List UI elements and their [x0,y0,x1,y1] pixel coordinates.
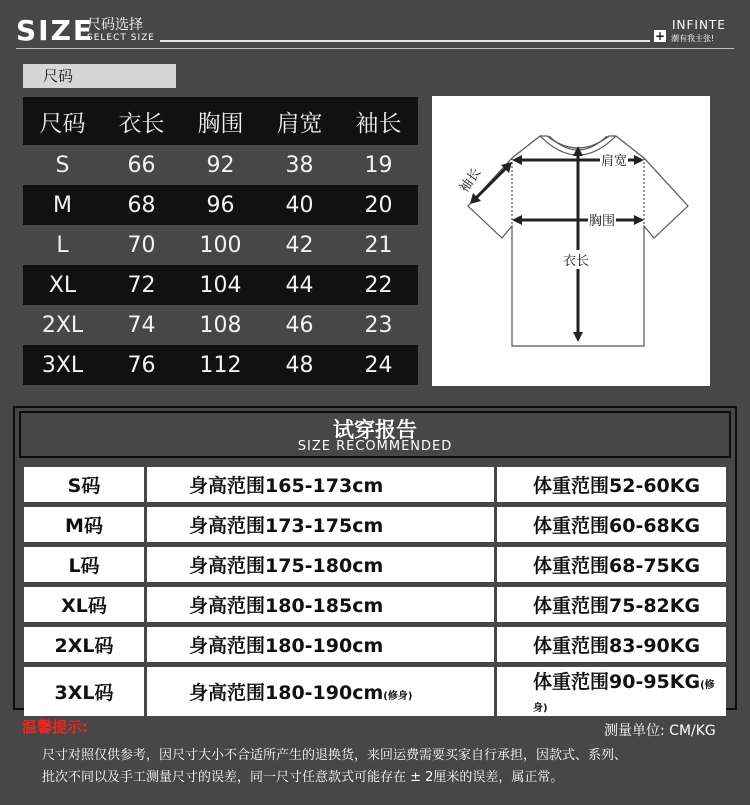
table-cell: 46 [285,312,314,338]
height-range: 身高范围180-190cm [189,635,384,657]
table-cell: L [56,232,69,258]
header-cell: 袖长 [339,97,418,145]
table-row [24,627,726,662]
plus-icon: + [654,29,666,43]
table-row [23,305,418,345]
table-cell: 22 [339,265,418,305]
header-divider-bottom [16,48,734,49]
recommend-title: 试穿报告 [333,418,417,442]
size-table [23,97,418,385]
page-title: SIZE [16,14,95,47]
table-cell: 74 [127,312,156,338]
table-cell: 19 [364,152,393,178]
table-cell: 92 [206,152,235,178]
height-cell [147,667,497,716]
table-row [23,345,418,385]
height-range: 身高范围165-173cm [189,475,384,497]
table-cell: 44 [260,265,339,305]
weight-range: 体重范围68-75KG [533,555,701,577]
table-cell: 40 [260,185,339,225]
table-row [23,225,418,265]
page-title-cn: 尺码选择 [87,17,143,33]
weight-range: 体重范围83-90KG [533,635,701,657]
table-cell: 3XL [23,345,102,385]
sleeve-label: 袖长 [457,165,485,196]
tshirt-diagram [432,96,710,386]
weight-cell [497,587,726,622]
weight-cell [497,667,726,716]
size-cell: M码 [24,507,147,542]
weight-cell [497,467,726,502]
chest-label: 胸围 [588,210,616,229]
height-cell [147,547,497,582]
size-cell: 3XL码 [24,667,147,716]
table-row [24,507,726,542]
header-divider [160,40,650,42]
table-cell: S [55,152,70,178]
table-row [23,145,418,185]
size-cell: L码 [24,547,147,582]
fit-note: (修身) [383,691,413,702]
table-cell: 96 [181,185,260,225]
table-cell: 108 [199,312,242,338]
header-cell: 尺码 [23,97,102,145]
warning-label: 温馨提示: [22,718,88,736]
height-cell [147,627,497,662]
brand-slogan: 潮有我主张! [671,34,715,43]
height-range: 身高范围175-180cm [189,555,384,577]
table-cell: 66 [127,152,156,178]
height-cell [147,587,497,622]
size-table-header [23,97,418,145]
page-title-en: SELECT SIZE [87,33,155,43]
header-cell: 肩宽 [260,97,339,145]
table-cell: M [23,185,102,225]
weight-range: 体重范围52-60KG [533,475,701,497]
table-cell: 100 [199,232,242,258]
table-cell: 2XL [41,312,84,338]
disclaimer-line-2: 批次不同以及手工测量尺寸的误差，同一尺寸任意款式可能存在 ± 2厘米的误差，属正常。 [42,770,564,785]
length-label: 衣长 [562,250,590,269]
size-section-tag: 尺码 [23,64,176,88]
height-cell [147,507,497,542]
size-cell: 2XL码 [24,627,147,662]
table-cell: 48 [260,345,339,385]
table-row [23,265,418,305]
weight-cell [497,627,726,662]
table-cell: 42 [285,232,314,258]
table-row [23,185,418,225]
table-row [24,547,726,582]
header-cell: 胸围 [181,97,260,145]
weight-range: 体重范围75-82KG [533,595,701,617]
table-row [24,587,726,622]
table-cell: 76 [102,345,181,385]
fit-note: (修身) [533,680,715,714]
recommend-table [24,462,726,721]
table-cell: 38 [285,152,314,178]
table-cell: 72 [102,265,181,305]
height-range: 身高范围180-190cm [189,682,384,704]
height-range: 身高范围180-185cm [189,595,384,617]
table-row [24,467,726,502]
size-cell: XL码 [24,587,147,622]
height-cell [147,467,497,502]
weight-cell [497,547,726,582]
measurement-unit: 测量单位: CM/KG [604,723,716,739]
shoulder-label: 肩宽 [600,150,628,169]
table-cell: 68 [102,185,181,225]
weight-range: 体重范围60-68KG [533,515,701,537]
table-cell: 70 [127,232,156,258]
table-cell: XL [23,265,102,305]
height-range: 身高范围173-175cm [189,515,384,537]
table-row [24,667,726,716]
table-cell: 24 [339,345,418,385]
disclaimer-line-1: 尺寸对照仅供参考，因尺寸大小不合适所产生的退换货，来回运费需要买家自行承担，因款式、系列、 [42,748,628,763]
tshirt-outline-icon [432,96,710,386]
weight-cell [497,507,726,542]
table-cell: 104 [181,265,260,305]
weight-range: 体重范围90-95KG [533,671,701,693]
table-cell: 20 [339,185,418,225]
size-cell: S码 [24,467,147,502]
recommend-subtitle: SIZE RECOMMENDED [297,439,453,454]
header-cell: 衣长 [102,97,181,145]
table-cell: 21 [364,232,393,258]
brand-name: INFINTE [672,18,726,32]
table-cell: 112 [181,345,260,385]
table-cell: 23 [364,312,393,338]
